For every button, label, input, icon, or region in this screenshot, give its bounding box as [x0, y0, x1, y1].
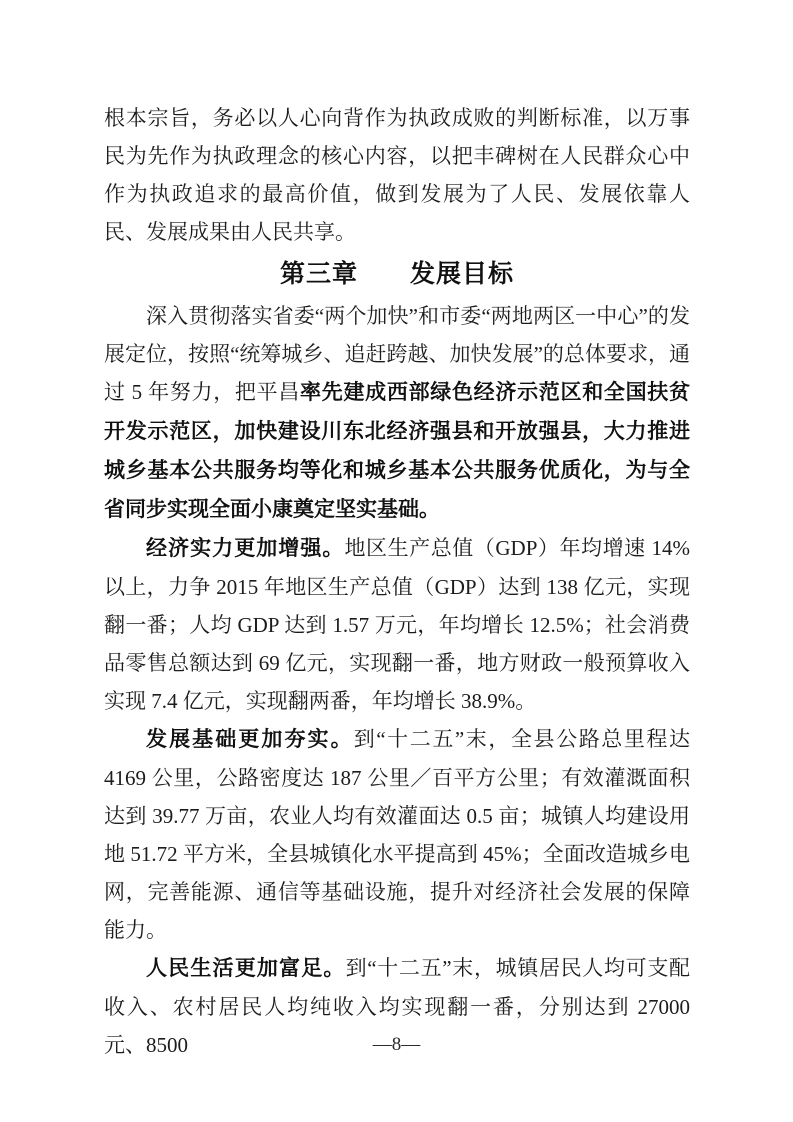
paragraph-infrastructure-body: 到“十二五”末，全县公路总里程达 4169 公里，公路密度达 187 公里／百平方公里；有效灌溉面积达到 39.77 万亩，农业人均有效灌面达 0.5 亩；城镇人均建设用地 51.72 平方米，全县城镇化水平提高到 45%；全面改造城乡电网，完善能源、通信等基础设施，提升对经济社会发展的保障能力。 [104, 727, 691, 942]
paragraph-economy [104, 529, 690, 720]
paragraph-livelihood-body: 到“十二五”末，城镇居民人均可支配收入、农村居民人均纯收入均实现翻一番，分别达到 27000 元、8500 [104, 956, 691, 1057]
paragraph-infrastructure [104, 720, 690, 949]
paragraph-infrastructure-lead: 发展基础更加夯实。 [146, 728, 354, 751]
paragraph-overview-regular-run: 深入贯彻落实省委“两个加快”和市委“两地两区一中心”的发展定位，按照“统筹城乡、追赶跨越、加快发展”的总体要求，通过 5 年努力，把平昌 [104, 304, 690, 404]
paragraph-overview-bold-run: 率先建成西部绿色经济示范区和全国扶贫开发示范区，加快建设川东北经济强县和开放强县，大力推进城乡基本公共服务均等化和城乡基本公共服务优质化，为与全省同步实现全面小康奠定坚实基础。 [104, 381, 691, 521]
document-content [104, 99, 690, 1064]
paragraph-overview [104, 297, 690, 529]
page-number: —8— [372, 1034, 421, 1055]
paragraph-economy-body: 地区生产总值（GDP）年均增速 14%以上，力争 2015 年地区生产总值（GDP）达到 138 亿元，实现翻一番；人均 GDP 达到 1.57 万元，年均增长 12.5%；社会消费品零售总额达到 69 亿元，实现翻一番，地方财政一般预算收入实现 7.4 亿元，实现翻两番，年均增长 38.9%。 [104, 536, 690, 713]
paragraph-economy-lead: 经济实力更加增强。 [146, 537, 345, 560]
chapter-heading: 第三章 发展目标 [279, 260, 514, 288]
paragraph-continuation: 根本宗旨，务必以人心向背作为执政成败的判断标准，以万事民为先作为执政理念的核心内容，以把丰碑树在人民群众心中作为执政追求的最高价值，做到发展为了人民、发展依靠人民、发展成果由人民共享。 [104, 106, 690, 244]
paragraph-livelihood-lead: 人民生活更加富足。 [146, 957, 346, 980]
